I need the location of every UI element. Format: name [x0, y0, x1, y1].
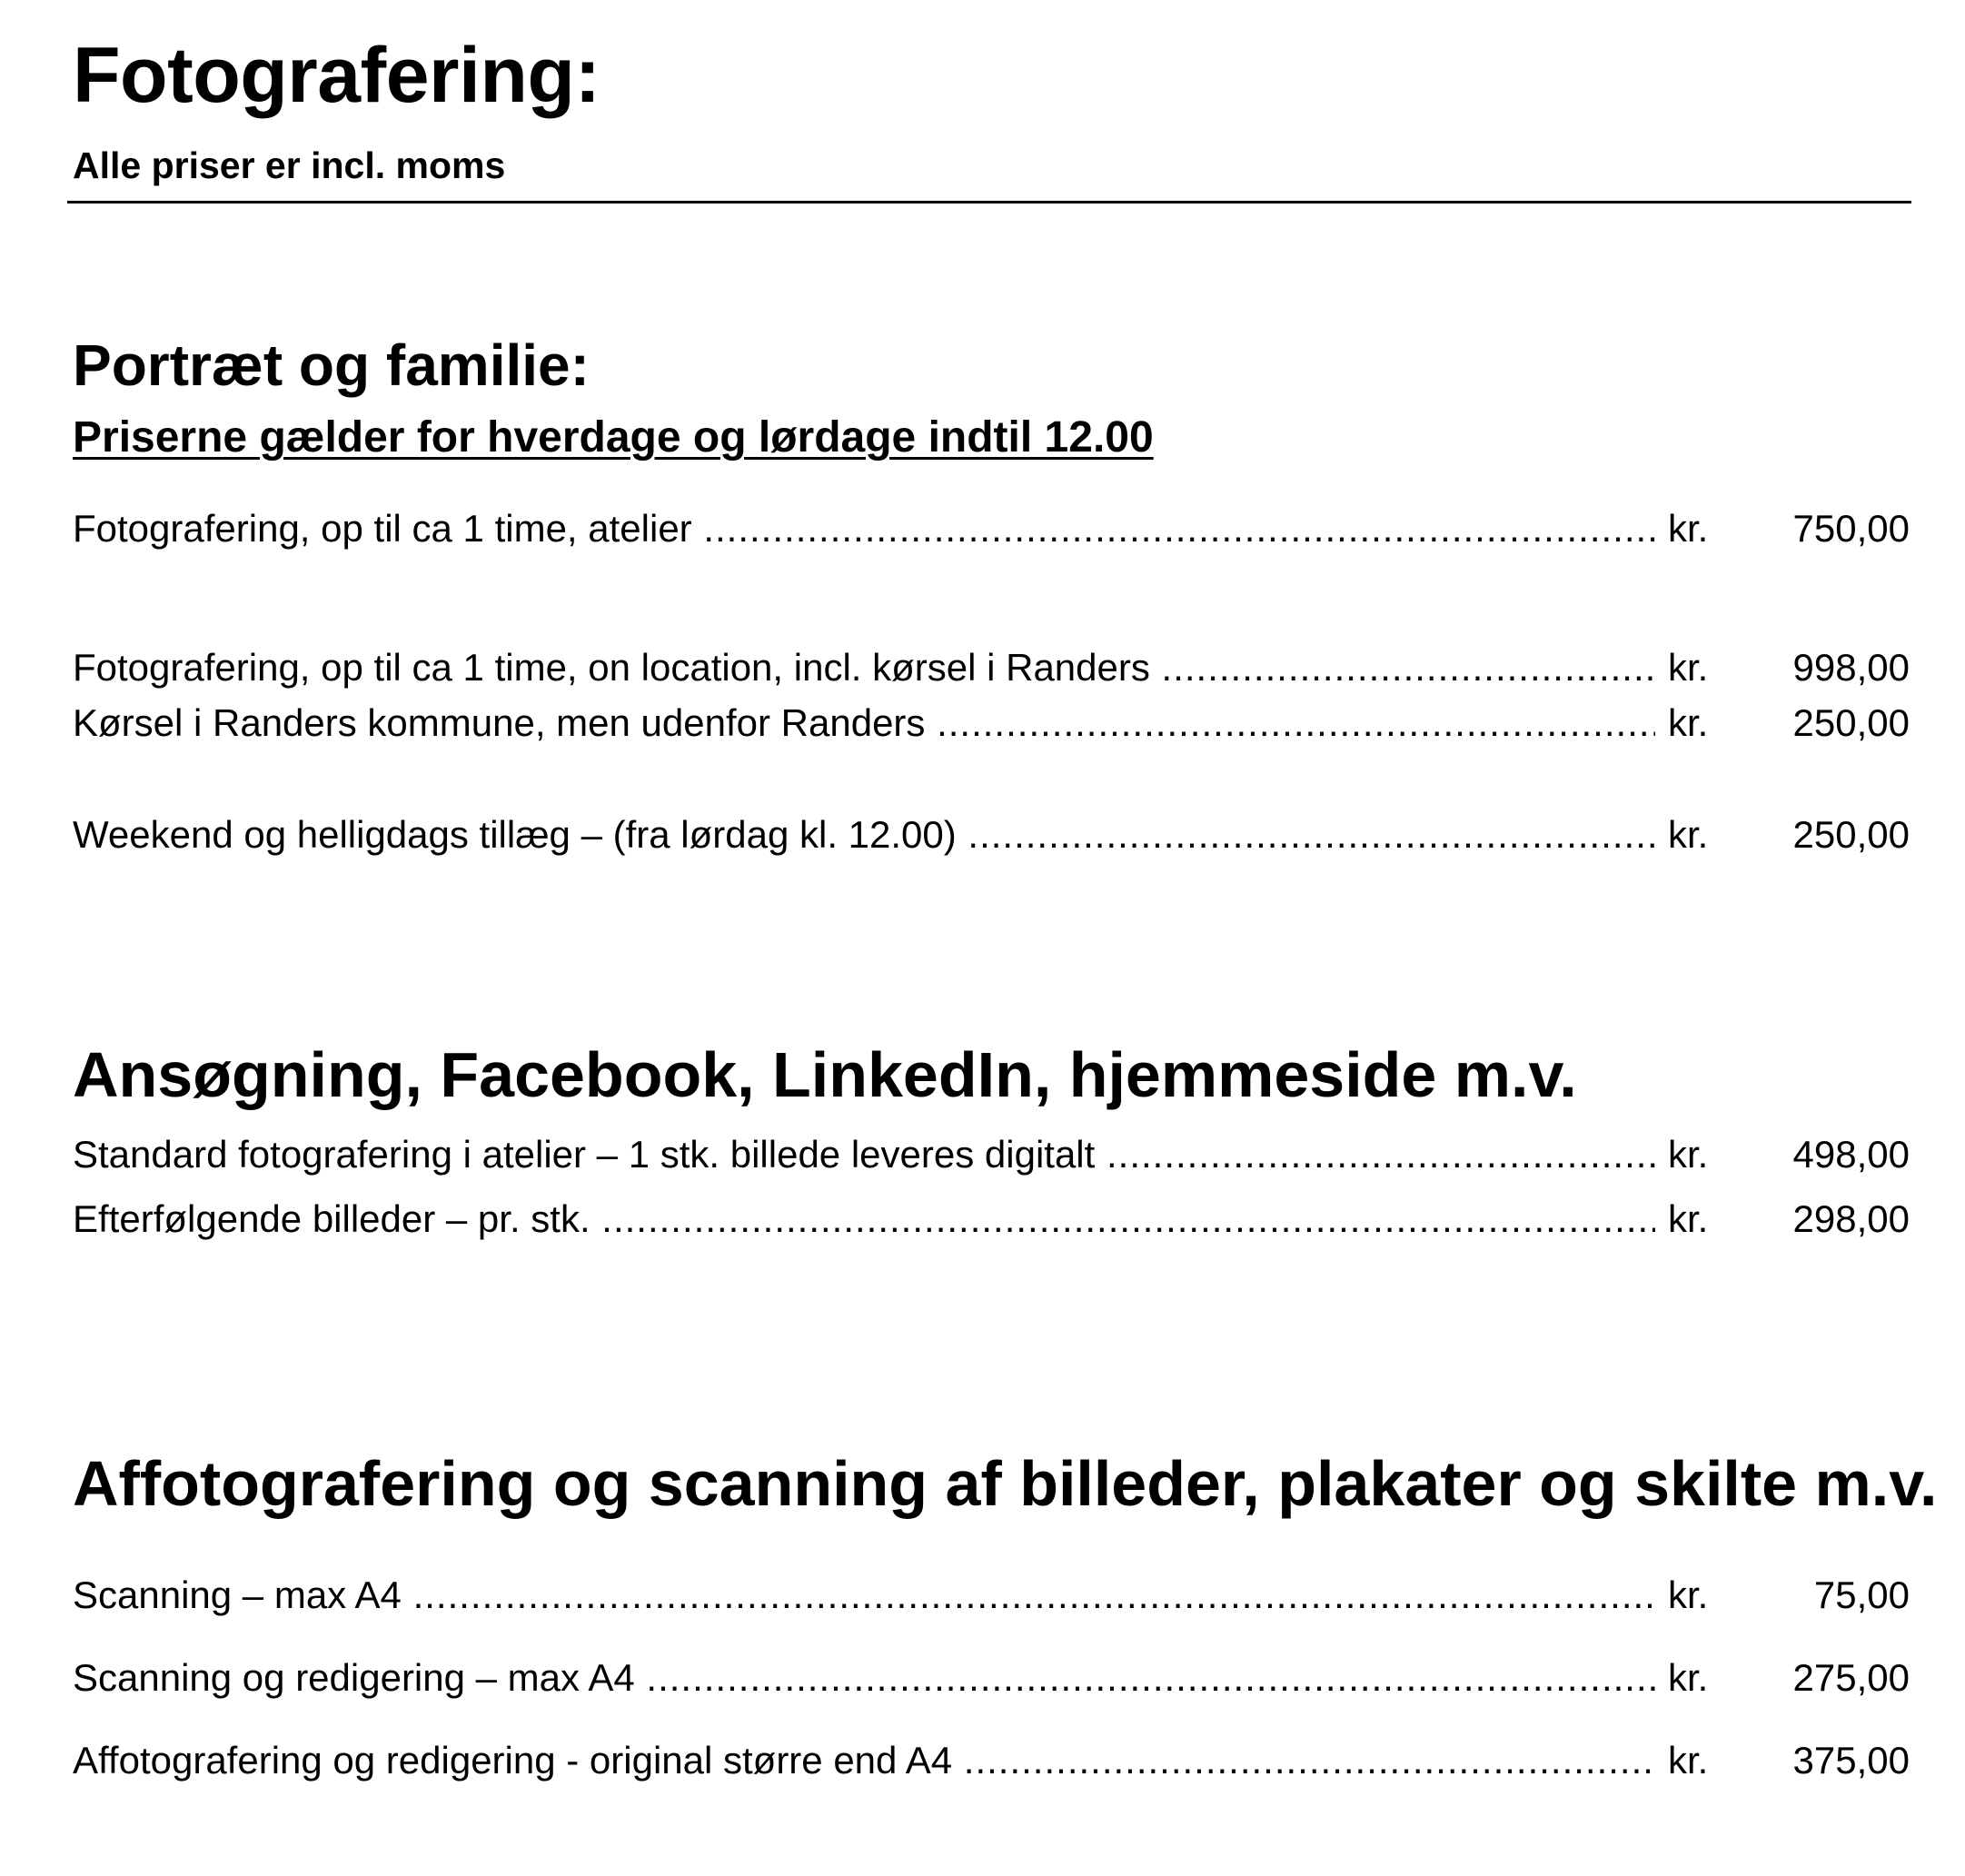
- page-title: Fotografering:: [73, 32, 600, 119]
- price-currency: kr.: [1668, 1133, 1709, 1176]
- price-currency: kr.: [1668, 1739, 1709, 1782]
- price-currency: kr.: [1668, 507, 1709, 550]
- price-currency: kr.: [1668, 701, 1709, 744]
- price-description: Fotografering, op til ca 1 time, atelier .....: [73, 505, 1655, 552]
- price-description: Weekend og helligdags tillæg – (fra lørdag kl. 12.00) .....: [73, 811, 1655, 859]
- price-amount: 498,00: [1792, 1133, 1910, 1176]
- price-description: Affotografering og redigering - original større end A4 .....: [73, 1737, 1655, 1784]
- price-row: [73, 811, 1910, 859]
- price-row: [73, 1737, 1910, 1784]
- price-amount: 375,00: [1792, 1739, 1910, 1782]
- price-amount: 998,00: [1792, 646, 1910, 689]
- price-amount: 250,00: [1792, 813, 1910, 856]
- section-title-ansoegning: Ansøgning, Facebook, LinkedIn, hjemmeside m.v.: [73, 1039, 1577, 1110]
- price-currency: kr.: [1668, 646, 1709, 689]
- price-description: Standard fotografering i atelier – 1 stk. billede leveres digitalt .....: [73, 1131, 1655, 1178]
- price-amount: 298,00: [1792, 1197, 1910, 1240]
- price-row: [73, 505, 1910, 552]
- price-row: [73, 1572, 1910, 1619]
- price-currency: kr.: [1668, 813, 1709, 856]
- price-currency: kr.: [1668, 1197, 1709, 1240]
- page-subtitle: Alle priser er incl. moms: [73, 144, 506, 186]
- price-amount: 250,00: [1792, 701, 1910, 744]
- price-row: [73, 1654, 1910, 1702]
- section-title-portraet: Portræt og familie:: [73, 333, 590, 398]
- section-title-affotografering: Affotografering og scanning af billeder, plakater og skilte m.v.: [73, 1448, 1938, 1519]
- price-description: Scanning – max A4 .....: [73, 1572, 1655, 1619]
- price-amount: 75,00: [1813, 1573, 1910, 1616]
- price-row: [73, 1131, 1910, 1178]
- section-note-portraet: Priserne gælder for hverdage og lørdage indtil 12.00: [73, 413, 1154, 462]
- price-amount: 275,00: [1792, 1656, 1910, 1699]
- price-description: Scanning og redigering – max A4 .....: [73, 1654, 1655, 1702]
- price-row: [73, 644, 1910, 691]
- price-row: [73, 1196, 1910, 1243]
- price-description: Fotografering, op til ca 1 time, on location, incl. kørsel i Randers .....: [73, 644, 1655, 691]
- price-currency: kr.: [1668, 1573, 1709, 1616]
- price-currency: kr.: [1668, 1656, 1709, 1699]
- price-amount: 750,00: [1792, 507, 1910, 550]
- price-row: [73, 700, 1910, 747]
- price-description: Efterfølgende billeder – pr. stk. .....: [73, 1196, 1655, 1243]
- header-divider: [67, 201, 1911, 203]
- price-description: Kørsel i Randers kommune, men udenfor Randers .....: [73, 700, 1655, 747]
